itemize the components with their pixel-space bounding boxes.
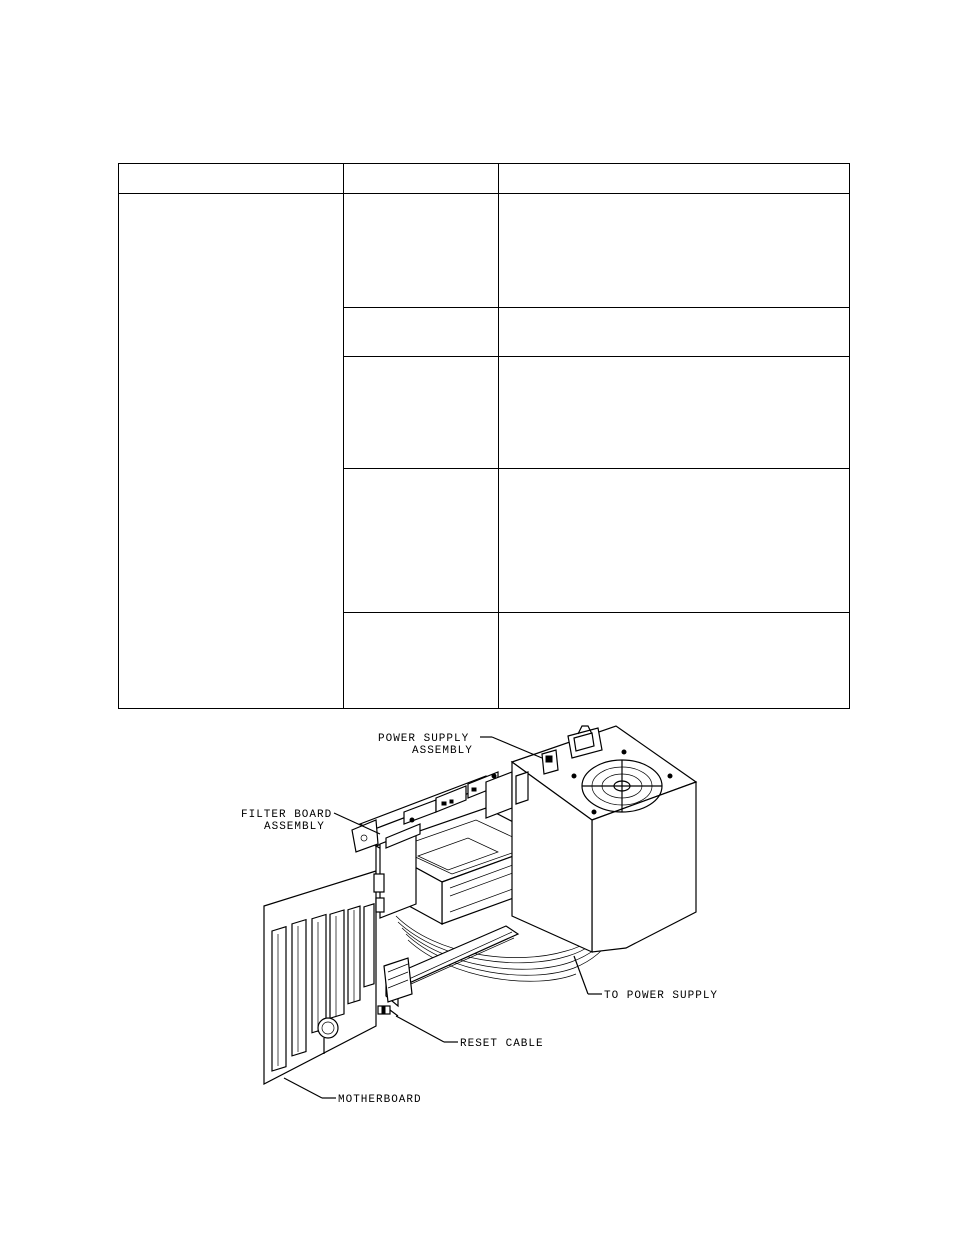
table-cell [344,194,499,308]
label-power-supply-line1: POWER SUPPLY [378,733,470,745]
header-cell-2 [344,164,499,194]
procedure-table [118,163,850,709]
table-header-row [119,164,850,194]
table-cell [499,469,850,613]
motherboard [264,871,376,1084]
label-motherboard: MOTHERBOARD [338,1094,422,1106]
power-switch-icon [542,750,558,774]
assembly-diagram [236,716,726,1116]
table-cell [344,357,499,469]
table-cell [344,308,499,357]
label-reset-cable: RESET CABLE [460,1038,544,1050]
label-to-power-supply: TO POWER SUPPLY [604,990,719,1002]
table-cell [499,308,850,357]
power-supply-assembly [512,726,696,952]
table-cell [344,613,499,709]
merged-left-cell [119,194,344,709]
table-cell [499,357,850,469]
table-cell [499,194,850,308]
table-row [119,194,850,308]
header-cell-1 [119,164,344,194]
label-power-supply-line2: ASSEMBLY [412,745,473,757]
label-filter-board-line1: FILTER BOARD [241,809,333,821]
label-filter-board-line2: ASSEMBLY [264,821,325,833]
reset-cable [378,958,412,1016]
table-cell [499,613,850,709]
table-cell [344,469,499,613]
header-cell-3 [499,164,850,194]
